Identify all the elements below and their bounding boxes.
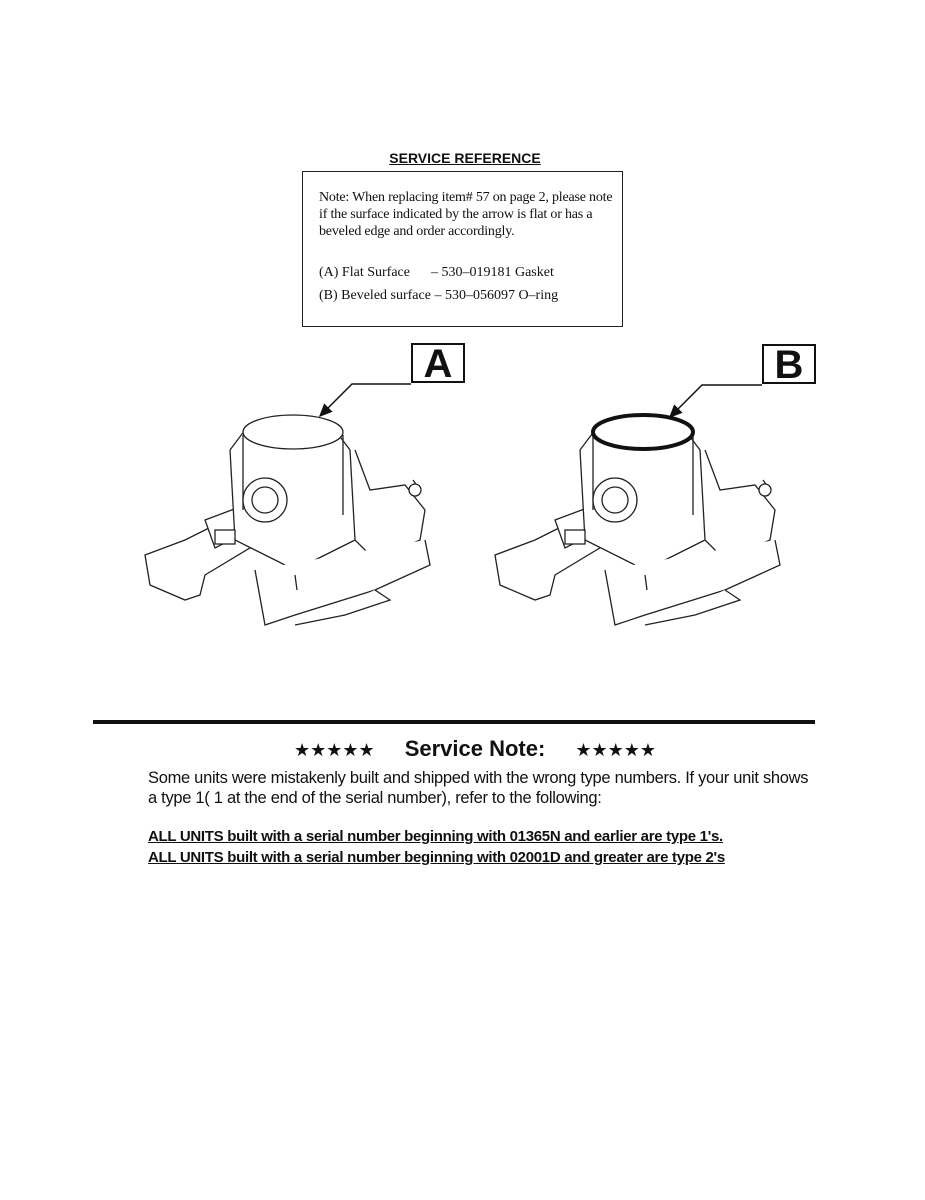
service-note-paragraph: Some units were mistakenly built and shipped with the wrong type numbers. If your unit shows a type 1( 1 at the end of the serial number), refer to the following: [148,769,809,807]
arrow-a-icon [320,384,411,416]
stars-left-icon: ★★★★★ [294,740,375,760]
arrow-b-icon [670,385,762,417]
option-a-text: (A) Flat Surface – 530–019181 Gasket [319,265,554,280]
service-reference-title: SERVICE REFERENCE [389,150,541,166]
figure-label-b: B [762,344,816,384]
serial-rule-type-1: ALL UNITS built with a serial number beginning with 01365N and earlier are type 1's. [148,828,723,845]
reference-note: Note: When replacing item# 57 on page 2, please note if the surface indicated by the arrow is flat or has a beveled edge and order accordingly. [319,190,613,239]
stars-right-icon: ★★★★★ [575,740,656,760]
figure-b-beveled-surface [495,415,780,625]
option-b-text: (B) Beveled surface – 530–056097 O–ring [319,288,559,303]
service-note-title: Service Note: [404,736,546,761]
figure-label-a: A [411,343,465,383]
service-note-heading [140,736,810,762]
serial-rule-type-2: ALL UNITS built with a serial number beginning with 02001D and greater are type 2's [148,849,725,866]
divider [93,720,815,724]
figure-a-flat-surface [145,415,430,625]
